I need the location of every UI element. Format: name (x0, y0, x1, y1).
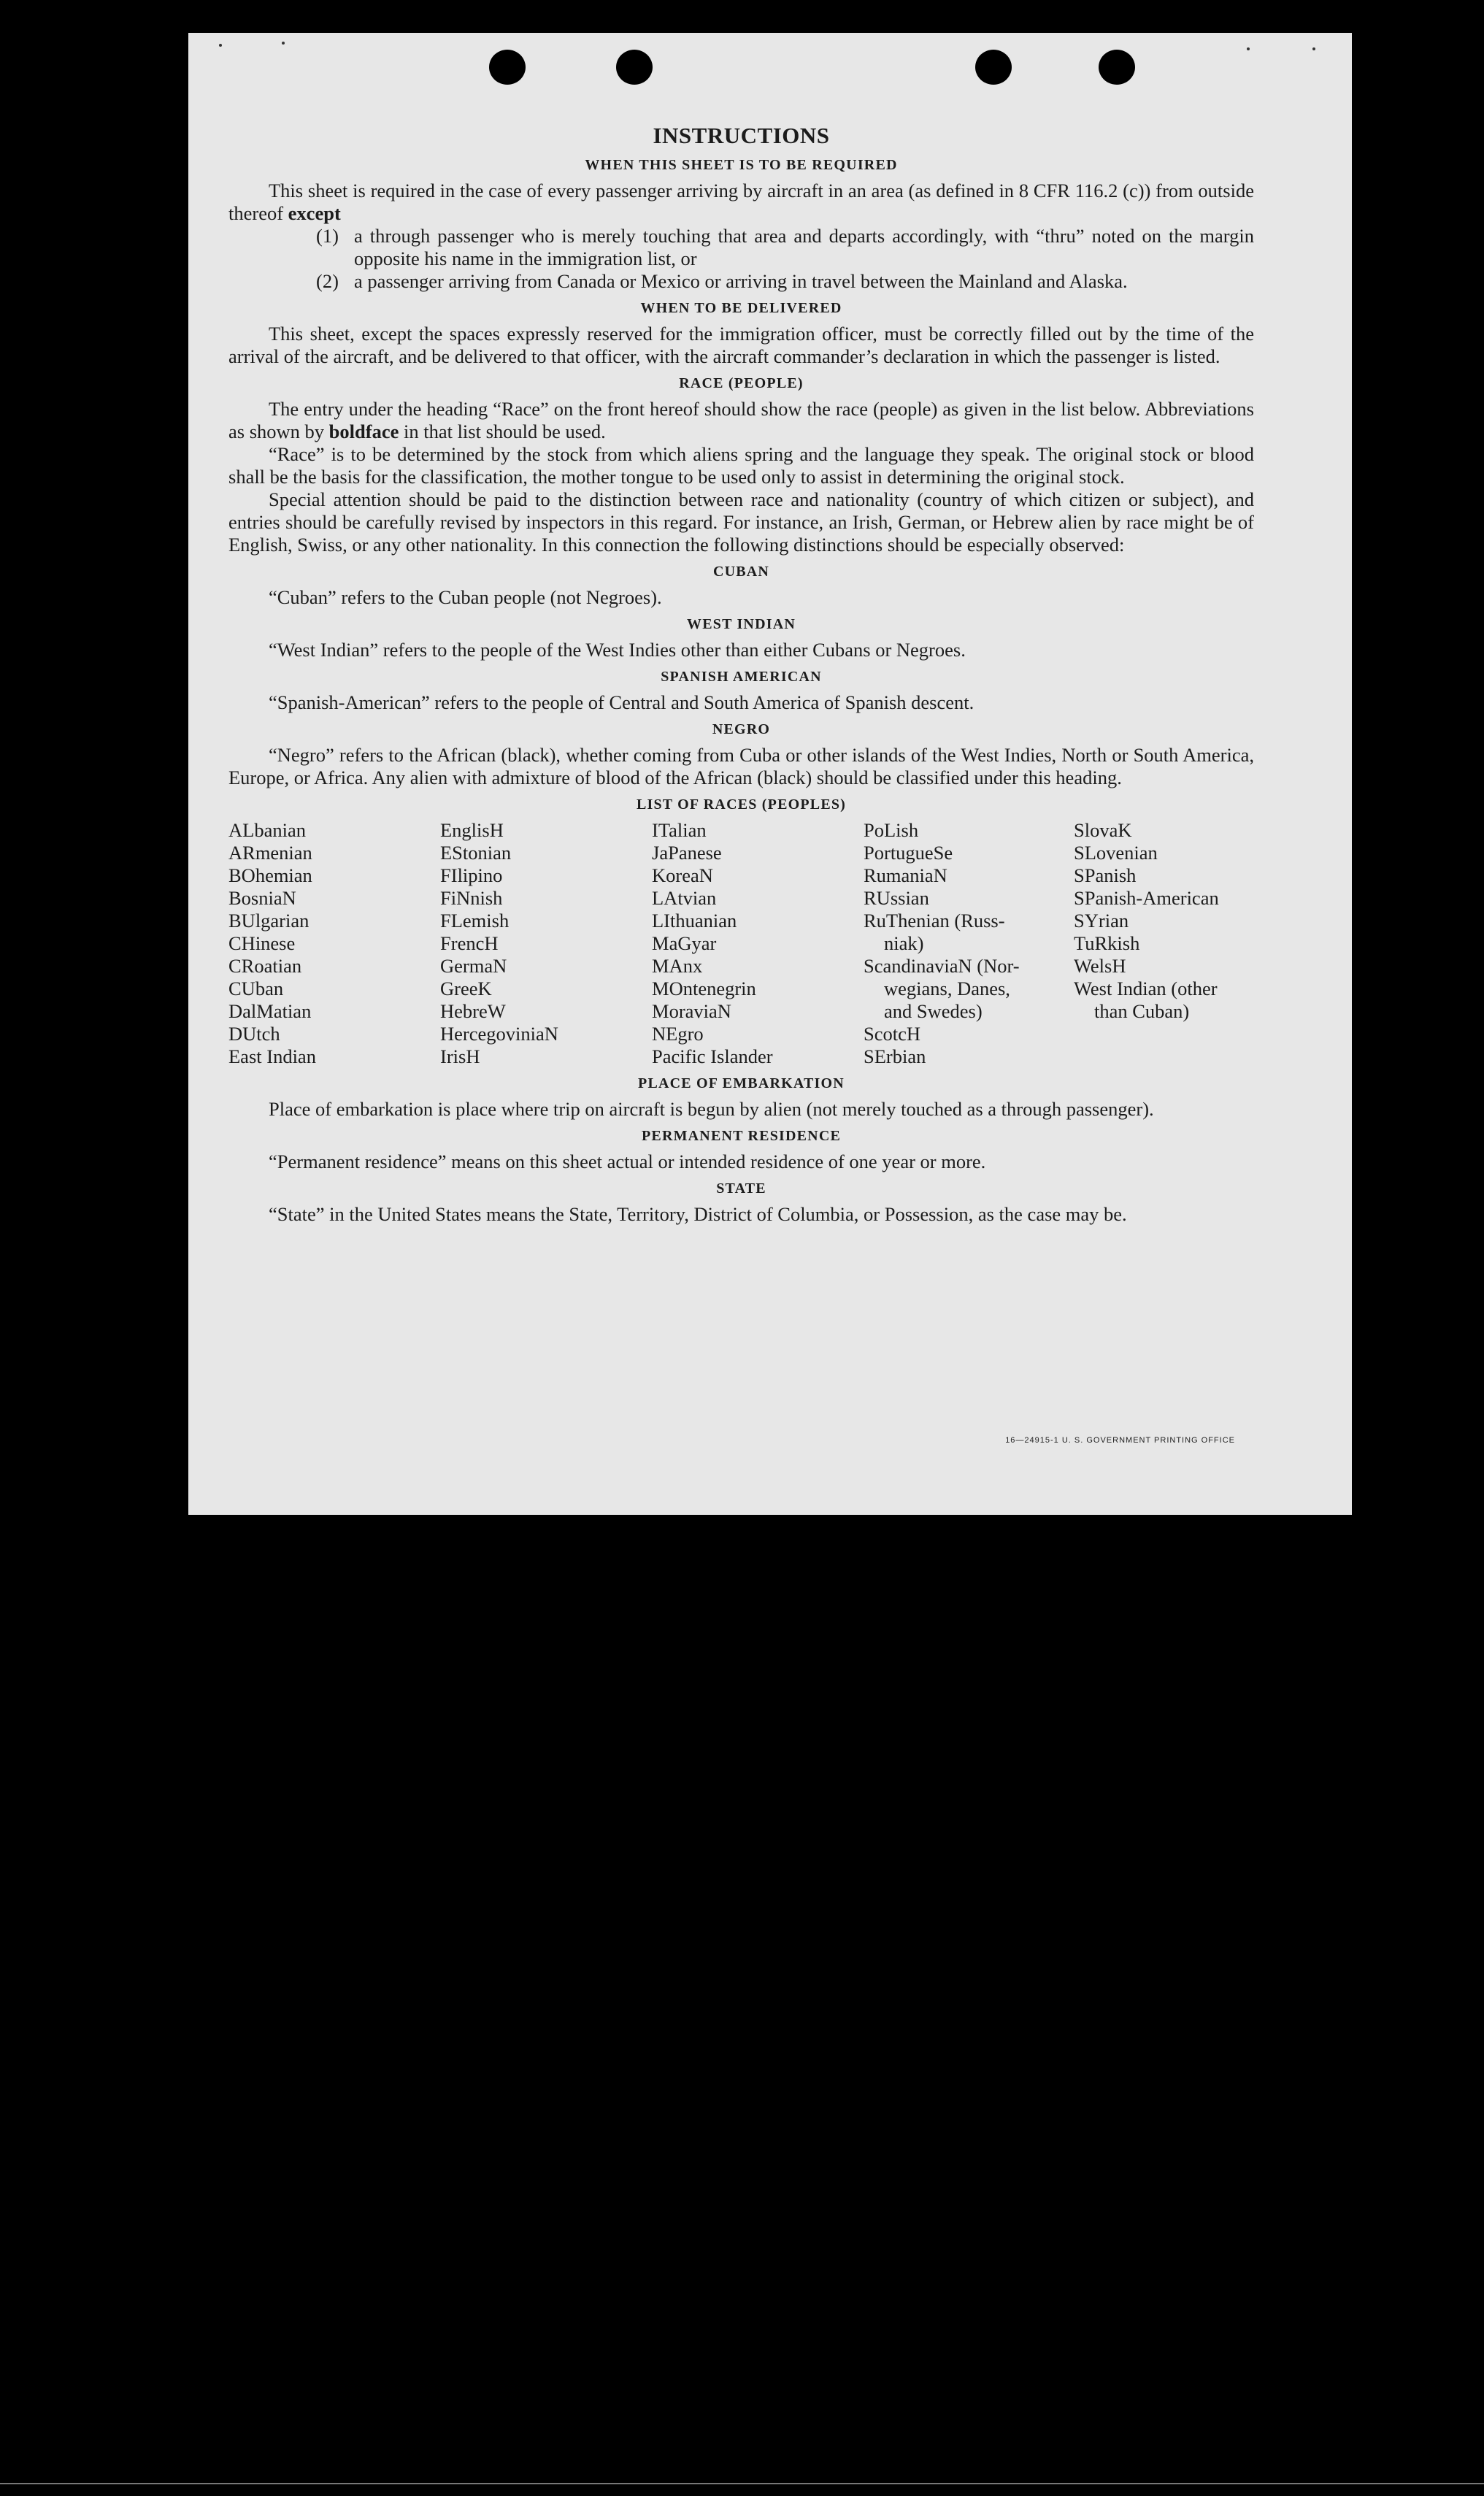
races-list (228, 819, 1254, 1068)
race-entry: ALbanian (228, 819, 306, 841)
race-entry: GermaN (440, 955, 507, 977)
negro-text: “Negro” refers to the African (black), whether coming from Cuba or other islands of the West Indies, North or South America, Europe, or Africa. Any alien with admixture of blood of the African (black) should be classified under this heading. (228, 744, 1254, 788)
race-entry: JaPanese (652, 842, 722, 864)
item-text: a through passenger who is merely touching that area and departs accordingly, with “thru” noted on the margin opposite his name in the immigration list, or (354, 225, 1254, 269)
heading-when-delivered: WHEN TO BE DELIVERED (640, 300, 842, 316)
races-column (1074, 819, 1264, 1068)
heading-state: STATE (716, 1180, 766, 1197)
race-entry: MaGyar (652, 932, 717, 954)
races-column (440, 819, 652, 1068)
race-entry: CRoatian (228, 955, 302, 977)
race-entry: RumaniaN (864, 864, 947, 886)
races-column (228, 819, 440, 1068)
races-column (652, 819, 864, 1068)
scan-edge-line (0, 2483, 1484, 2484)
race-entry: LIthuanian (652, 910, 737, 932)
punch-hole (1099, 50, 1135, 85)
list-item (316, 225, 1254, 270)
residence-text: “Permanent residence” means on this sheet actual or intended residence of one year or more. (269, 1151, 986, 1172)
punch-hole (489, 50, 526, 85)
when-delivered-text: This sheet, except the spaces expressly reserved for the immigration officer, must be correctly filled out by the time of the arrival of the aircraft, and be delivered to that officer, with the aircraft commander’s declaration in which the passenger is listed. (228, 323, 1254, 367)
race-entry: MOntenegrin (652, 978, 756, 999)
state-text: “State” in the United States means the State, Territory, District of Columbia, or Possession, as the case may be. (269, 1203, 1127, 1225)
printing-office-code: 16—24915-1 U. S. GOVERNMENT PRINTING OFFICE (1005, 1436, 1235, 1445)
race-entry: RUssian (864, 887, 929, 909)
race-entry: EnglisH (440, 819, 504, 841)
heading-cuban: CUBAN (712, 564, 770, 580)
heading-spanish-american: SPANISH AMERICAN (661, 669, 822, 685)
race-entry: West Indian (other (1074, 978, 1218, 999)
race-entry: RuThenian (Russ- (864, 910, 1005, 932)
race-entry: SPanish (1074, 864, 1137, 886)
race-entry-continued: and Swedes) (884, 1000, 983, 1022)
spanish-american-text: “Spanish-American” refers to the people of Central and South America of Spanish descent. (269, 691, 974, 713)
intro-bold: except (288, 202, 341, 224)
race-entry: CUban (228, 978, 284, 999)
race-entry: ARmenian (228, 842, 312, 864)
race-entry: WelsH (1074, 955, 1126, 977)
list-item (316, 270, 1254, 293)
speck (1312, 47, 1315, 50)
race-entry: FiNnish (440, 887, 503, 909)
race-entry: SYrian (1074, 910, 1129, 932)
race-p1-bold: boldface (328, 421, 399, 442)
race-entry: BosniaN (228, 887, 296, 909)
race-entry: ScotcH (864, 1023, 921, 1045)
page-title: INSTRUCTIONS (653, 123, 830, 148)
race-entry: CHinese (228, 932, 296, 954)
race-entry: LAtvian (652, 887, 717, 909)
race-entry: SLovenian (1074, 842, 1158, 864)
race-entry-continued: niak) (884, 932, 924, 954)
speck (1247, 47, 1250, 50)
item-number: (2) (316, 270, 339, 292)
intro-text: This sheet is required in the case of every passenger arriving by aircraft in an area (as defined in 8 CFR 116.2 (c)) from outside thereof (228, 180, 1254, 224)
heading-negro: NEGRO (712, 721, 771, 737)
race-entry: SErbian (864, 1045, 926, 1067)
race-entry-continued: wegians, Danes, (884, 978, 1010, 999)
speck (282, 42, 285, 45)
race-entry: DalMatian (228, 1000, 312, 1022)
embarkation-text: Place of embarkation is place where trip on aircraft is begun by alien (not merely touched as a through passenger). (269, 1098, 1154, 1120)
race-paragraph-3: Special attention should be paid to the distinction between race and nationality (country of which citizen or subject), and entries should be carefully revised by inspectors in this regard. For instance, an Irish, German, or Hebrew alien by race might be of English, Swiss, or any other nationality. In this connection the following distinctions should be especially observed: (228, 488, 1254, 556)
race-entry: FrencH (440, 932, 499, 954)
heading-west-indian: WEST INDIAN (687, 616, 796, 632)
document-body (228, 124, 1254, 1226)
race-entry: DUtch (228, 1023, 280, 1045)
heading-residence: PERMANENT RESIDENCE (641, 1128, 842, 1144)
race-entry: TuRkish (1074, 932, 1140, 954)
heading-embarkation: PLACE OF EMBARKATION (638, 1075, 845, 1091)
race-paragraph-2: “Race” is to be determined by the stock from which aliens spring and the language they speak. The original stock or blood shall be the basis for the classification, the mother tongue to be used only to assist in determining the original stock. (228, 443, 1254, 488)
race-entry: MoraviaN (652, 1000, 731, 1022)
west-indian-text: “West Indian” refers to the people of the West Indies other than either Cubans or Negroes. (269, 639, 966, 661)
race-entry: PortugueSe (864, 842, 953, 864)
item-number: (1) (316, 225, 339, 247)
race-entry: GreeK (440, 978, 492, 999)
race-entry: MAnx (652, 955, 703, 977)
punch-hole (616, 50, 653, 85)
race-entry: BOhemian (228, 864, 312, 886)
race-entry: NEgro (652, 1023, 704, 1045)
race-entry: BUlgarian (228, 910, 310, 932)
race-entry: KoreaN (652, 864, 713, 886)
race-entry: FLemish (440, 910, 510, 932)
race-entry: ITalian (652, 819, 707, 841)
race-p1-a: The entry under the heading “Race” on the front hereof should show the race (people) as given in the list below. Abbreviations as shown by (228, 398, 1254, 442)
document-sheet (188, 33, 1352, 1515)
race-entry: IrisH (440, 1045, 480, 1067)
heading-when-required: WHEN THIS SHEET IS TO BE REQUIRED (585, 157, 898, 173)
race-entry: HebreW (440, 1000, 506, 1022)
race-entry: EStonian (440, 842, 512, 864)
heading-race: RACE (PEOPLE) (679, 375, 804, 391)
heading-list-of-races: LIST OF RACES (PEOPLES) (636, 796, 847, 813)
speck (219, 44, 222, 47)
race-entry: East Indian (228, 1045, 316, 1067)
races-column (864, 819, 1074, 1068)
race-p1-b: in that list should be used. (403, 421, 606, 442)
race-entry: FIlipino (440, 864, 503, 886)
race-entry: HercegoviniaN (440, 1023, 558, 1045)
item-text: a passenger arriving from Canada or Mexico or arriving in travel between the Mainland and Alaska. (354, 270, 1128, 292)
when-required-intro (228, 180, 1254, 225)
race-entry: PoLish (864, 819, 919, 841)
cuban-text: “Cuban” refers to the Cuban people (not Negroes). (269, 586, 662, 608)
race-entry: ScandinaviaN (Nor- (864, 955, 1020, 977)
race-paragraph-1 (228, 398, 1254, 443)
race-entry: SPanish-American (1074, 887, 1219, 909)
race-entry-continued: than Cuban) (1094, 1000, 1190, 1022)
punch-hole (975, 50, 1012, 85)
race-entry: SlovaK (1074, 819, 1132, 841)
race-entry: Pacific Islander (652, 1045, 773, 1067)
